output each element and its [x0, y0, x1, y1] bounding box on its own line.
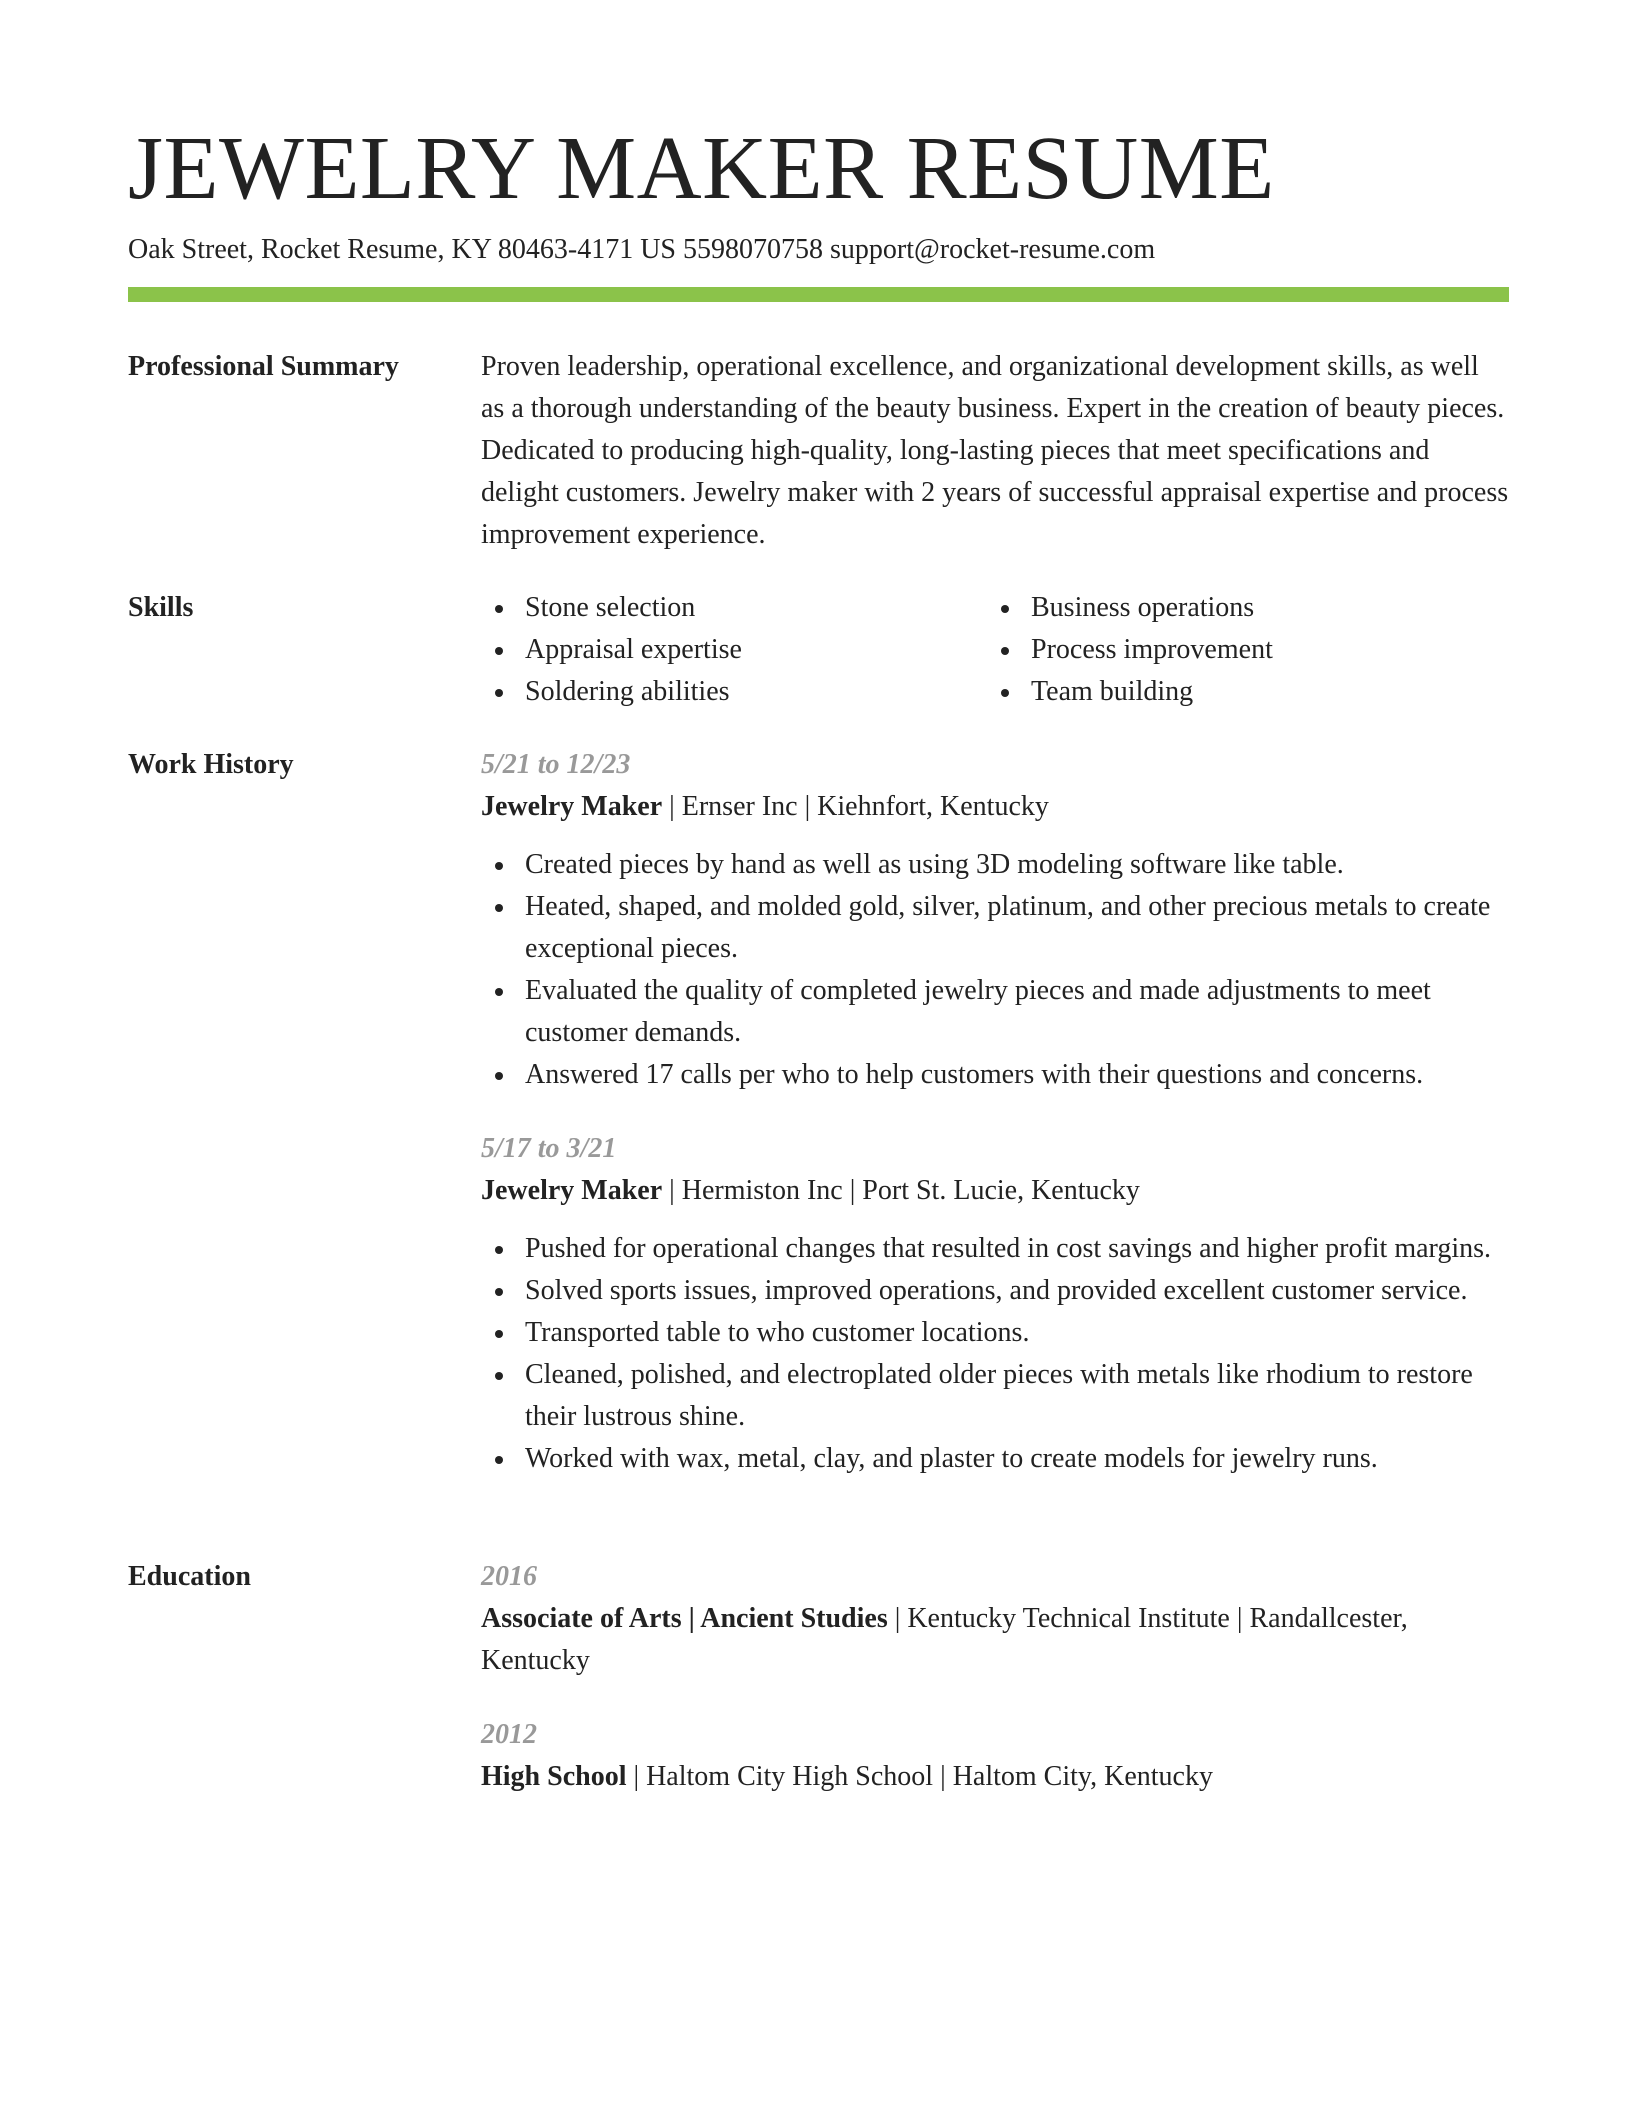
education-heading	[481, 1756, 1509, 1798]
job-bullets	[481, 1228, 1509, 1480]
job-heading	[481, 786, 1509, 828]
job-date: 5/17 to 3/21	[481, 1133, 617, 1164]
contact-line: Oak Street, Rocket Resume, KY 80463-4171 US 5598070758 support@rocket-resume.com	[128, 234, 1156, 265]
education-date: 2016	[481, 1561, 537, 1592]
job-title: Jewelry Maker	[481, 1175, 663, 1206]
job-bullet: Created pieces by hand as well as using 3D modeling software like table.	[481, 844, 1509, 886]
skill-item: Team building	[987, 671, 1493, 713]
summary-text: Proven leadership, operational excellence, and organizational development skills, as well as a thorough understanding of the beauty business. Expert in the creation of beauty pieces. Dedicated to producing high-quality, long-lasting pieces that meet specifications and delight customers. Jewelry maker with 2 years of successful appraisal expertise and process improvement experience.	[481, 351, 1509, 550]
job-entry	[481, 1128, 1509, 1480]
education-date: 2012	[481, 1719, 537, 1750]
work-history-label: Work History	[128, 749, 294, 780]
education-details: | Haltom City High School | Haltom City, Kentucky	[626, 1761, 1213, 1792]
job-bullet: Transported table to who customer locations.	[481, 1312, 1509, 1354]
education-entry	[481, 1556, 1509, 1682]
job-heading	[481, 1170, 1509, 1212]
skills-column-left	[481, 587, 987, 713]
job-entry	[481, 744, 1509, 1096]
job-details: | Ernser Inc | Kiehnfort, Kentucky	[662, 791, 1049, 822]
skill-item: Business operations	[987, 587, 1493, 629]
education-degree: Associate of Arts | Ancient Studies	[481, 1603, 888, 1634]
education-degree: High School	[481, 1761, 627, 1792]
job-title: Jewelry Maker	[481, 791, 663, 822]
job-bullet: Solved sports issues, improved operations, and provided excellent customer service.	[481, 1270, 1509, 1312]
skill-item: Stone selection	[481, 587, 987, 629]
skills-label: Skills	[128, 592, 194, 623]
job-bullet: Answered 17 calls per who to help customers with their questions and concerns.	[481, 1054, 1509, 1096]
skill-item: Soldering abilities	[481, 671, 987, 713]
job-bullets	[481, 844, 1509, 1096]
education-entry	[481, 1714, 1509, 1798]
skills-column-right	[987, 587, 1493, 713]
resume-title: JEWELRY MAKER RESUME	[128, 119, 1275, 218]
education-label: Education	[128, 1561, 251, 1592]
education-heading	[481, 1598, 1509, 1682]
skill-item: Process improvement	[987, 629, 1493, 671]
education-details: | Kentucky Technical Institute | Randallcester, Kentucky	[481, 1603, 1408, 1676]
header-divider	[128, 287, 1509, 302]
summary-label: Professional Summary	[128, 351, 399, 382]
job-bullet: Cleaned, polished, and electroplated older pieces with metals like rhodium to restore their lustrous shine.	[481, 1354, 1509, 1438]
skill-item: Appraisal expertise	[481, 629, 987, 671]
job-details: | Hermiston Inc | Port St. Lucie, Kentucky	[662, 1175, 1140, 1206]
job-bullet: Heated, shaped, and molded gold, silver, platinum, and other precious metals to create exceptional pieces.	[481, 886, 1509, 970]
job-bullet: Evaluated the quality of completed jewelry pieces and made adjustments to meet customer demands.	[481, 970, 1509, 1054]
job-bullet: Worked with wax, metal, clay, and plaster to create models for jewelry runs.	[481, 1438, 1509, 1480]
job-bullet: Pushed for operational changes that resulted in cost savings and higher profit margins.	[481, 1228, 1509, 1270]
job-date: 5/21 to 12/23	[481, 749, 631, 780]
